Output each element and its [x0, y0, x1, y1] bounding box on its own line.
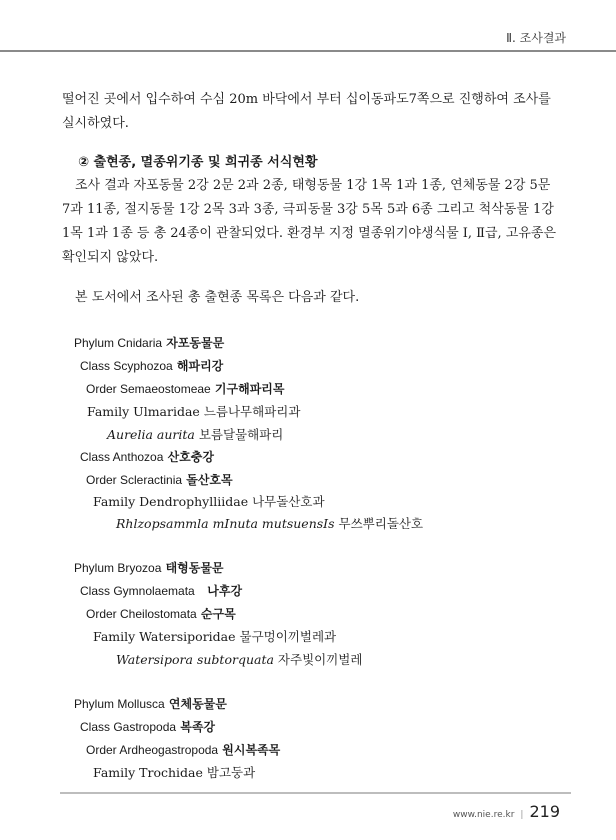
taxon-class: Class Gastropoda 복족강: [80, 720, 216, 734]
taxon-species: Watersipora subtorquata 자주빛이끼벌레: [116, 652, 363, 667]
taxon-phylum: Phylum Bryozoa 태형동물문: [74, 561, 224, 575]
taxon-family: Family Dendrophylliidae 나무돌산호과: [93, 494, 325, 509]
website-url: www.nie.re.kr: [452, 810, 515, 820]
taxon-class: Class Anthozoa 산호충강: [80, 450, 214, 464]
taxon-family: Family Ulmaridae 느름나무해파리과: [87, 404, 301, 419]
page-footer: [453, 802, 560, 821]
taxon-phylum: Phylum Mollusca 연체동물문: [74, 697, 227, 711]
taxon-family: Family Watersiporidae 물구멍이끼벌레과: [93, 629, 337, 644]
results-paragraph: 조사 결과 자포동물 2강 2문 2과 2종, 태형동물 1강 1목 1과 1종, 연체동물 2강 5문 7과 11종, 절지동물 1강 2목 3과 3종, 극피동물 3강 5목 5과 6종 그리고 척삭동물 1강 1목 1과 1종 등 총 24종이 관찰되었다. 환경부 지정 멸종위기야생식물 Ⅰ, Ⅱ급, 고유종은 확인되지 않았다.: [62, 178, 557, 265]
taxon-order: Order Cheilostomata 순구목: [86, 607, 236, 621]
running-header: Ⅱ. 조사결과: [506, 31, 566, 45]
section-heading: ② 출현종, 멸종위기종 및 희귀종 서식현황: [78, 155, 318, 170]
taxon-species: Rhlzopsammla mInuta mutsuensIs 무쓰뿌리돌산호: [116, 516, 424, 531]
taxon-species: Aurelia aurita 보름달물해파리: [107, 427, 284, 442]
taxon-family: Family Trochidae 밤고둥과: [93, 765, 256, 780]
footer-divider: [60, 792, 571, 794]
taxon-order: Order Scleractinia 돌산호목: [86, 473, 233, 487]
footer-separator: |: [520, 810, 524, 820]
taxon-class: Class Scyphozoa 해파리강: [80, 359, 224, 373]
taxon-order: Order Ardheogastropoda 원시복족목: [86, 743, 281, 757]
taxon-phylum: Phylum Cnidaria 자포동물문: [74, 336, 225, 350]
intro-paragraph: 떨어진 곳에서 입수하여 수심 20m 바닥에서 부터 십이동파도7쪽으로 진행하여 조사를 실시하였다.: [62, 92, 551, 131]
list-intro-paragraph: 본 도서에서 조사된 총 출현종 목록은 다음과 같다.: [62, 290, 360, 305]
page-number: 219: [529, 802, 560, 821]
taxon-order: Order Semaeostomeae 기구해파리목: [86, 382, 285, 396]
taxon-class: Class Gymnolaemata 나후강: [80, 584, 243, 598]
header-divider: [0, 50, 616, 52]
